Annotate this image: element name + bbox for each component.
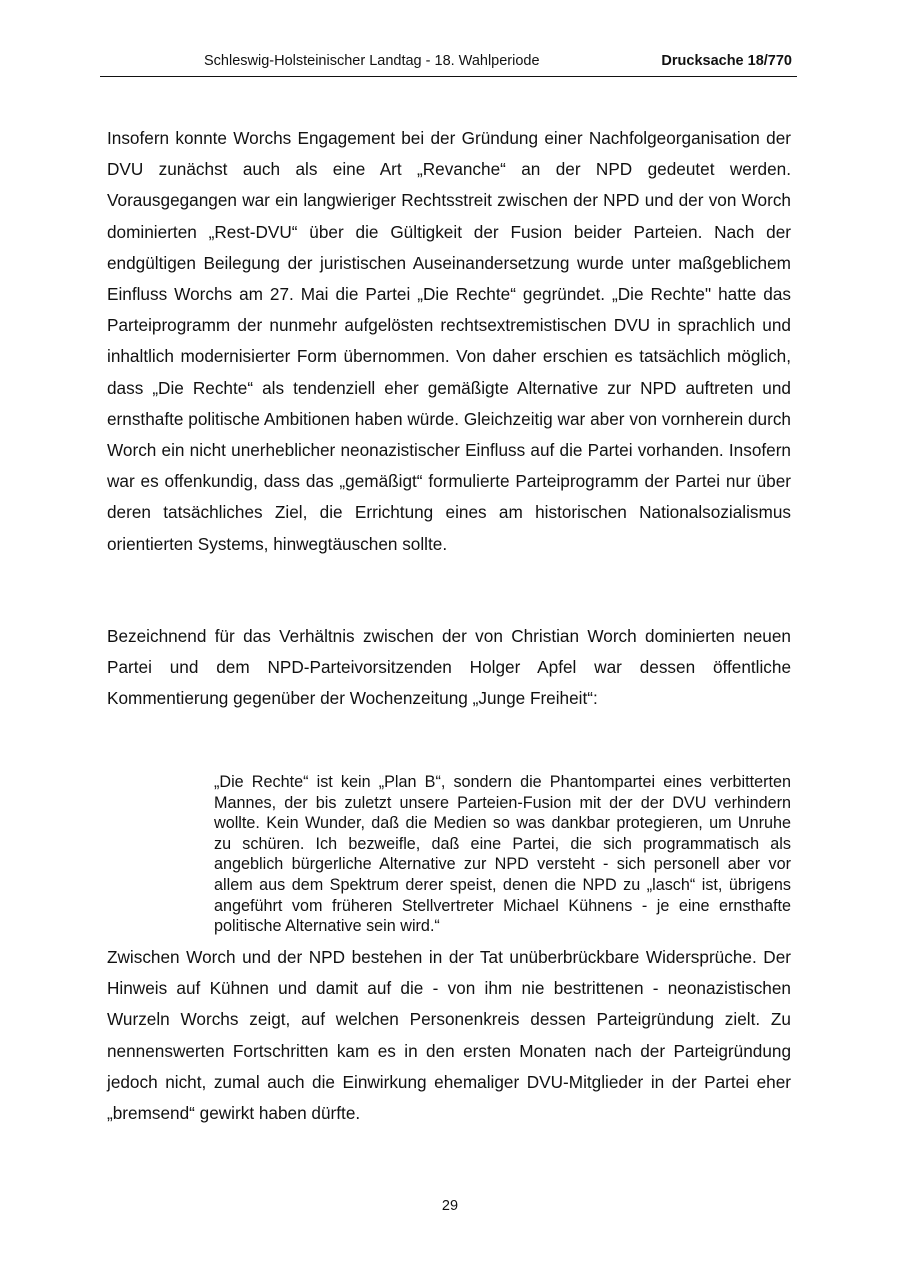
- page-number: 29: [441, 1198, 459, 1214]
- body-paragraph-2: Bezeichnend für das Verhältnis zwischen der von Christian Worch dominierten neuen Partei und dem NPD-Parteivorsitzenden Holger Apfel war dessen öffentliche Kommentierung gegenüber der Wochenzeitung „Junge Freiheit“:: [107, 626, 791, 709]
- document-number: Drucksache 18/770: [661, 53, 792, 69]
- body-paragraph-3: Zwischen Worch und der NPD bestehen in der Tat unüberbrückbare Widersprüche. Der Hinweis auf Kühnen und damit auf die - von ihm nie bestrittenen - neonazistischen Wurzeln Worchs zeigt, auf welchen Personenkreis dessen Parteigründung zielt. Zu nennenswerten Fortschritten kam es in den ersten Monaten nach der Parteigründung jedoch nicht, zumal auch die Einwirkung ehemaliger DVU-Mitglieder in der Partei eher „bremsend“ gewirkt haben dürfte.: [107, 947, 791, 1124]
- header-title: Schleswig-Holsteinischer Landtag - 18. Wahlperiode: [204, 53, 540, 69]
- block-quote: „Die Rechte“ ist kein „Plan B“, sondern die Phantompartei eines verbitterten Mannes, der bis zuletzt unsere Parteien-Fusion mit der der DVU verhindern wollte. Kein Wunder, daß die Medien so was dankbar protegieren, um Unruhe zu schüren. Ich bezweifle, daß eine Partei, die sich programmatisch als angeblich bürgerliche Alternative zur NPD versteht - sich personell aber vor allem aus dem Spektrum derer speist, denen die NPD zu „lasch“ ist, übrigens angeführt vom früheren Stellvertreter Michael Kühnens - je eine ernsthafte politische Alternative sein wird.“: [214, 773, 791, 936]
- body-paragraph-1: Insofern konnte Worchs Engagement bei der Gründung einer Nachfolgeorganisation der DVU zunächst auch als eine Art „Revanche“ an der NPD gedeutet werden. Vorausgegangen war ein langwieriger Rechtsstreit zwischen der NPD und der von Worch dominierten „Rest-DVU“ über die Gültigkeit der Fusion beider Parteien. Nach der endgültigen Beilegung der juristischen Auseinandersetzung wurde unter maßgeblichem Einfluss Worchs am 27. Mai die Partei „Die Rechte“ gegründet. „Die Rechte" hatte das Parteiprogramm der nunmehr aufgelösten rechtsextremistischen DVU in sprachlich und inhaltlich modernisierter Form übernommen. Von daher erschien es tatsächlich möglich, dass „Die Rechte“ als tendenziell eher gemäßigte Alternative zur NPD auftreten und ernsthafte politische Ambitionen haben würde. Gleichzeitig war aber von vornherein durch Worch ein nicht unerheblicher neonazistischer Einfluss auf die Partei vorhanden. Insofern war es offenkundig, dass das „gemäßigt“ formulierte Parteiprogramm der Partei nur über deren tatsächliches Ziel, die Errichtung eines am historischen Nationalsozialismus orientierten Systems, hinwegtäuschen sollte.: [107, 128, 791, 554]
- page-header: [100, 52, 797, 77]
